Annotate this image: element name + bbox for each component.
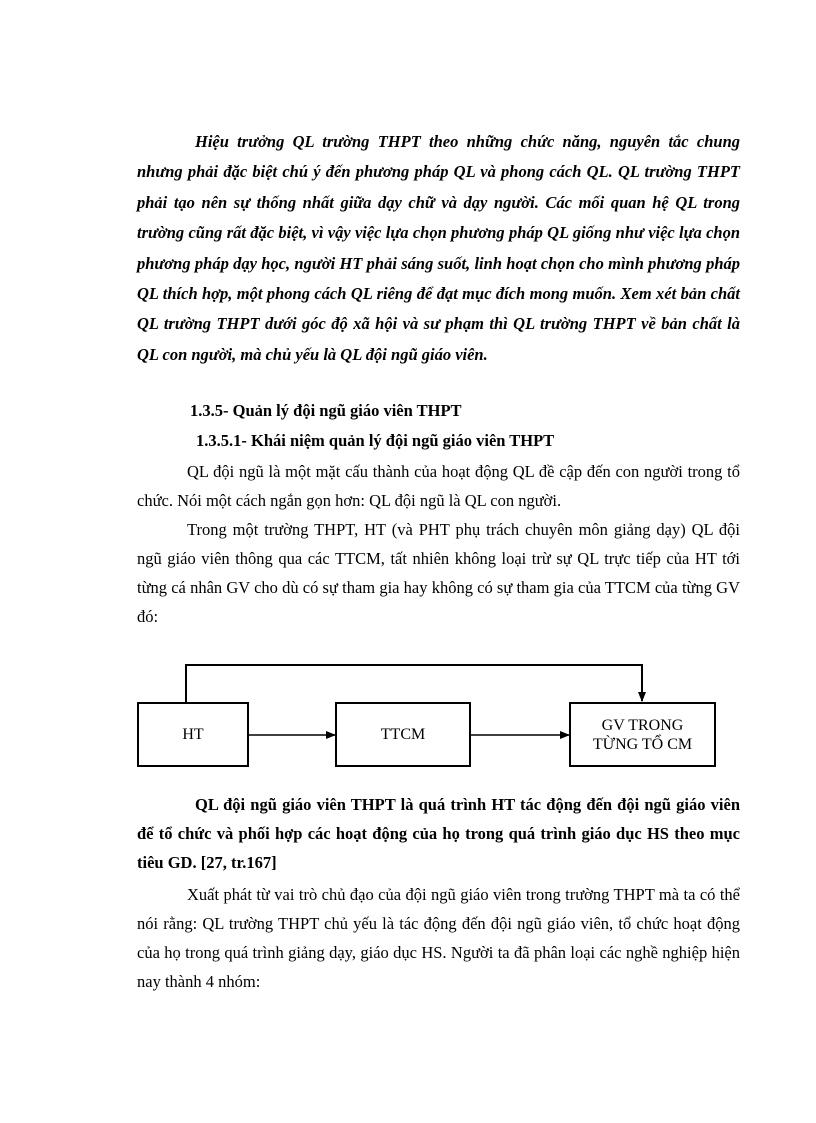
subsection-heading-1-3-5-1: 1.3.5.1- Khái niệm quản lý đội ngũ giáo viên THPT [196, 431, 555, 450]
section-heading-1-3-5: 1.3.5- Quản lý đội ngũ giáo viên THPT [190, 401, 462, 420]
box-ttcm [335, 702, 471, 767]
intro-paragraph: Hiệu trưởng QL trường THPT theo những chức năng, nguyên tắc chung nhưng phải đặc biệt chú ý đến phương pháp QL và phong cách QL. QL trường THPT phải tạo nên sự thống nhất giữa dạy chữ và dạy người. Các mối quan hệ QL trong trường cũng rất đặc biệt, vì vậy việc lựa chọn phương pháp QL giống như việc lựa chọn phương pháp dạy học, người HT phải sáng suốt, linh hoạt chọn cho mình phương pháp QL thích hợp, một phong cách QL riêng để đạt mục đích mong muốn. Xem xét bản chất QL trường THPT dưới góc độ xã hội và sư phạm thì QL trường THPT về bản chất là QL con người, mà chủ yếu là QL đội ngũ giáo viên. [137, 132, 740, 364]
box-ttcm-label: TTCM [380, 726, 426, 743]
definition-bold-paragraph: QL đội ngũ giáo viên THPT là quá trình HT tác động đến đội ngũ giáo viên để tổ chức và phối hợp các hoạt động của họ trong quá trình giáo dục HS theo mục tiêu GD. [27, tr.167] [137, 795, 740, 872]
box-gv-label-line2: TỪNG TỔ CM [592, 735, 693, 753]
box-ht [137, 702, 249, 767]
conclusion-paragraph: Xuất phát từ vai trò chủ đạo của đội ngũ giáo viên trong trường THPT mà ta có thể nói rằng: QL trường THPT chủ yếu là tác động đến đội ngũ giáo viên, tổ chức hoạt động của họ trong quá trình giảng dạy, giáo dục HS. Người ta đã phân loại các nghề nghiệp hiện nay thành 4 nhóm: [137, 885, 740, 991]
box-gv-label-line1: GV TRONG [601, 716, 684, 734]
definition-paragraph: QL đội ngũ là một mặt cấu thành của hoạt động QL đề cập đến con người trong tổ chức. Nói một cách ngắn gọn hơn: QL đội ngũ là QL con người. [137, 462, 740, 510]
context-paragraph: Trong một trường THPT, HT (và PHT phụ trách chuyên môn giảng dạy) QL đội ngũ giáo viên thông qua các TTCM, tất nhiên không loại trừ sự QL trực tiếp của HT tới từng cá nhân GV cho dù có sự tham gia hay không có sự tham gia của TTCM của từng GV đó: [137, 520, 740, 626]
box-gv [569, 702, 716, 767]
direct-link-arrow [186, 665, 642, 703]
box-ht-label: HT [182, 726, 204, 743]
